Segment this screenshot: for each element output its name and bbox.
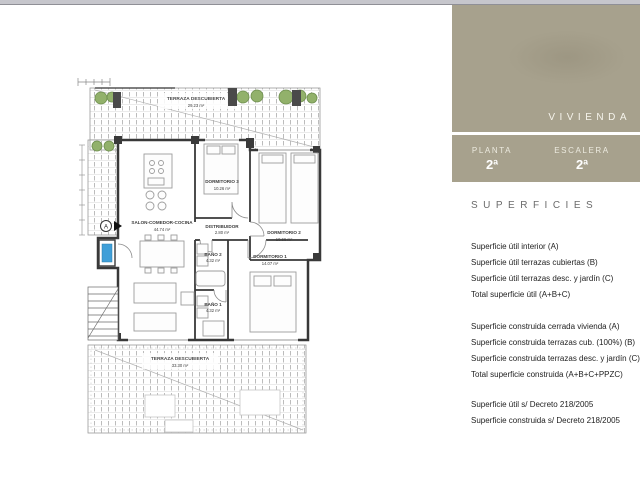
room-area-dormitorio-2: 10.66 m² <box>275 237 293 242</box>
vivienda-box <box>452 5 640 132</box>
dining-table <box>140 235 184 273</box>
room-label-banyo-1: BAÑO 1 <box>204 302 222 307</box>
list-item: Superficie útil terrazas desc. y jardín (C) <box>471 274 614 283</box>
entry-marker-letter: A <box>103 224 109 231</box>
room-label-dormitorio-2: DORMITORIO 2 <box>267 230 301 235</box>
vivienda-title: VIVIENDA <box>548 112 631 123</box>
room-label-dormitorio-1: DORMITORIO 1 <box>253 254 287 259</box>
room-area-distribuidor: 2.80 m² <box>214 230 230 235</box>
list-item: Total superficie útil (A+B+C) <box>471 290 571 299</box>
stairs <box>88 287 118 340</box>
surface-list-util <box>471 239 640 303</box>
room-label-terraza-top: TERRAZA DESCUBIERTA <box>166 97 226 102</box>
superficies-heading: SUPERFICIES <box>471 200 599 211</box>
list-item: Total superficie construida (A+B+C+PPZC) <box>471 370 623 379</box>
room-area-salon: 44.74 m² <box>153 227 171 232</box>
room-area-terraza-top: 29.23 m² <box>187 103 205 108</box>
room-area-banyo-2: 4.32 m² <box>205 258 221 263</box>
room-label-dormitorio-3: DORMITORIO 3 <box>205 179 239 184</box>
surface-list-construida <box>471 319 640 383</box>
list-item: Superficie útil terrazas cubiertas (B) <box>471 258 598 267</box>
list-item: Superficie útil interior (A) <box>471 242 559 251</box>
dimension-line-left <box>79 145 85 235</box>
list-item: Superficie construida terrazas cub. (100%) (B) <box>471 338 636 347</box>
room-label-terraza-bottom: TERRAZA DESCUBIERTA <box>150 357 210 362</box>
escalera-value: 2ª <box>575 156 589 172</box>
room-area-dormitorio-1: 14.07 m² <box>261 261 279 266</box>
terrace-bottom <box>88 345 306 433</box>
entry-door <box>99 240 115 266</box>
room-label-salon: SALON-COMEDOR-COCINA <box>131 220 193 225</box>
planta-label: PLANTA <box>471 145 513 155</box>
surface-list-decreto <box>471 397 640 429</box>
room-label-banyo-2: BAÑO 2 <box>204 252 222 257</box>
escalera-cell <box>532 135 632 182</box>
room-area-dormitorio-3: 10.26 m² <box>213 186 231 191</box>
scale-ruler <box>78 78 110 86</box>
escalera-label: ESCALERA <box>554 145 610 155</box>
planta-escalera-strip <box>452 135 640 182</box>
room-area-banyo-1: 4.32 m² <box>205 308 221 313</box>
list-item: Superficie construida cerrada vivienda (A) <box>471 322 620 331</box>
watermark-blur <box>507 30 627 85</box>
list-item: Superficie construida terrazas desc. y jardín (C) <box>471 354 640 363</box>
planta-cell <box>452 135 532 182</box>
bed-dormitorio-1 <box>250 272 296 332</box>
room-label-distribuidor: DISTRIBUIDOR <box>205 224 239 229</box>
list-item: Superficie útil s/ Decreto 218/2005 <box>471 400 594 409</box>
list-item: Superficie construida s/ Decreto 218/2005 <box>471 416 620 425</box>
room-area-terraza-bottom: 33.30 m² <box>171 363 189 368</box>
planta-value: 2ª <box>485 156 499 172</box>
